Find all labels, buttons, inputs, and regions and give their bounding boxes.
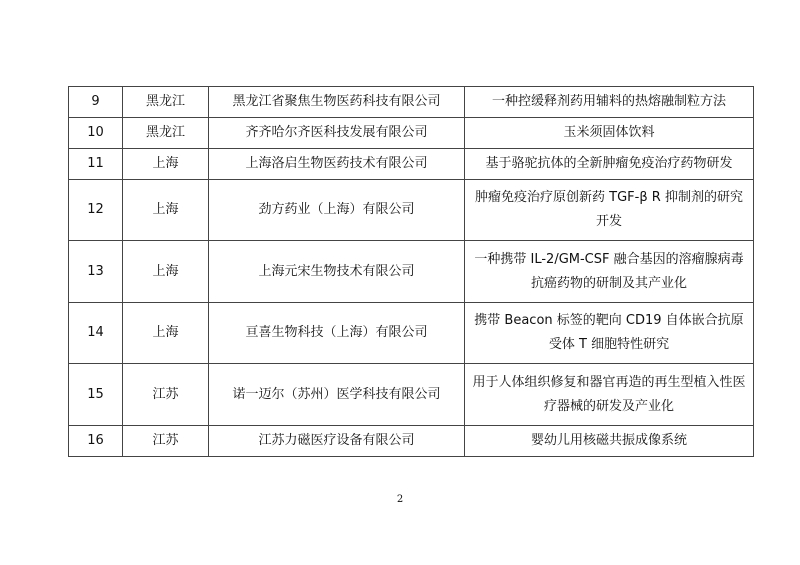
- company-cell: 江苏力磁医疗设备有限公司: [209, 426, 465, 457]
- table-row: [69, 180, 754, 241]
- project-table: [68, 86, 754, 457]
- table-row: [69, 149, 754, 180]
- row-number: 11: [69, 149, 123, 180]
- table-row: [69, 241, 754, 303]
- row-number: 15: [69, 364, 123, 426]
- project-cell: 一种控缓释剂药用辅料的热熔融制粒方法: [465, 87, 754, 118]
- row-number: 13: [69, 241, 123, 303]
- table-row: [69, 426, 754, 457]
- project-cell: 用于人体组织修复和器官再造的再生型植入性医疗器械的研发及产业化: [465, 364, 754, 426]
- row-number: 12: [69, 180, 123, 241]
- company-cell: 上海元宋生物技术有限公司: [209, 241, 465, 303]
- company-cell: 黑龙江省聚焦生物医药科技有限公司: [209, 87, 465, 118]
- project-cell: 婴幼儿用核磁共振成像系统: [465, 426, 754, 457]
- region-cell: 上海: [123, 303, 209, 364]
- table-row: [69, 364, 754, 426]
- project-cell: 携带 Beacon 标签的靶向 CD19 自体嵌合抗原受体 T 细胞特性研究: [465, 303, 754, 364]
- company-cell: 劲方药业（上海）有限公司: [209, 180, 465, 241]
- row-number: 14: [69, 303, 123, 364]
- table-row: [69, 303, 754, 364]
- row-number: 9: [69, 87, 123, 118]
- project-cell: 一种携带 IL-2/GM-CSF 融合基因的溶瘤腺病毒抗癌药物的研制及其产业化: [465, 241, 754, 303]
- table-row: [69, 87, 754, 118]
- region-cell: 上海: [123, 149, 209, 180]
- company-cell: 诺一迈尔（苏州）医学科技有限公司: [209, 364, 465, 426]
- company-cell: 亘喜生物科技（上海）有限公司: [209, 303, 465, 364]
- region-cell: 上海: [123, 241, 209, 303]
- project-cell: 玉米须固体饮料: [465, 118, 754, 149]
- row-number: 16: [69, 426, 123, 457]
- row-number: 10: [69, 118, 123, 149]
- table-row: [69, 118, 754, 149]
- company-cell: 齐齐哈尔齐医科技发展有限公司: [209, 118, 465, 149]
- region-cell: 江苏: [123, 364, 209, 426]
- company-cell: 上海洛启生物医药技术有限公司: [209, 149, 465, 180]
- page-number: 2: [396, 494, 404, 505]
- region-cell: 黑龙江: [123, 87, 209, 118]
- project-cell: 基于骆驼抗体的全新肿瘤免疫治疗药物研发: [465, 149, 754, 180]
- region-cell: 上海: [123, 180, 209, 241]
- region-cell: 江苏: [123, 426, 209, 457]
- project-cell: 肿瘤免疫治疗原创新药 TGF-β R 抑制剂的研究开发: [465, 180, 754, 241]
- region-cell: 黑龙江: [123, 118, 209, 149]
